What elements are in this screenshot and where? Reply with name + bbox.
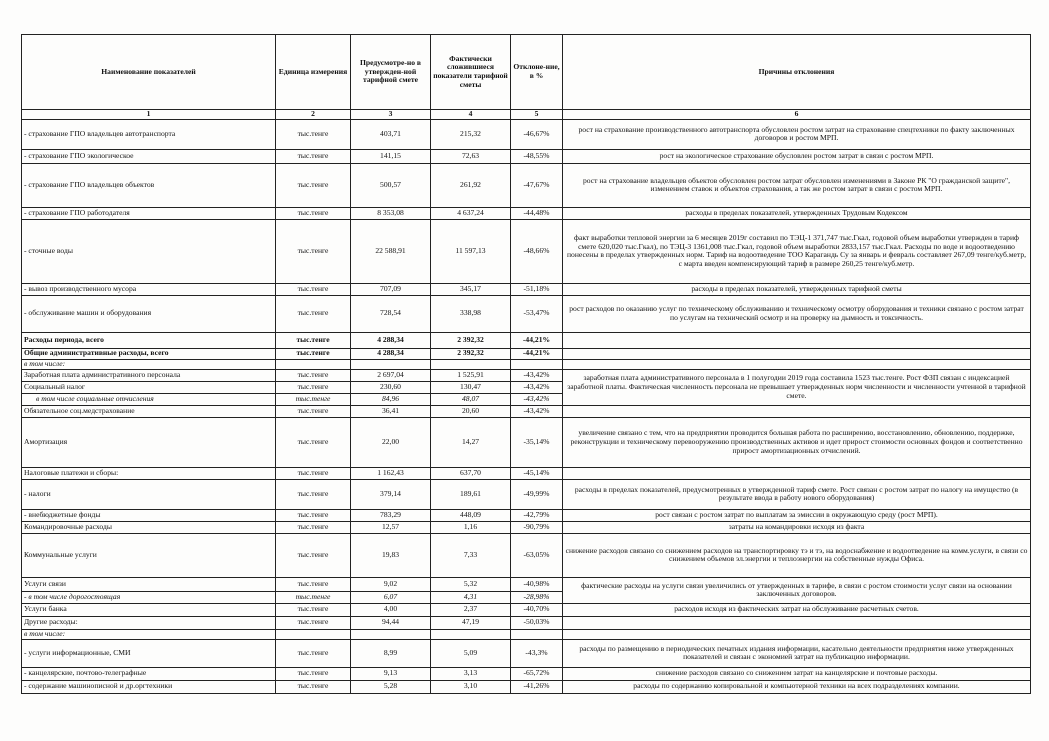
row-name: - услуги информационные, СМИ <box>22 639 276 667</box>
row-reason: рост связан с ростом затрат по выплатам за эмиссии в окружающую среду (рост МРП). <box>563 509 1031 521</box>
row-actual: 338,98 <box>431 295 511 332</box>
row-reason: рост на страхование производственного автотранспорта обусловлен ростом затрат на страхование спецтехники по факту заключенных договоров и ростом МРП. <box>563 119 1031 149</box>
table-row <box>22 639 1031 667</box>
row-reason: увеличение связано с тем, что на предприятии проводится большая работа по расширению, восстановлению, обновлению, поддержке, реконструкции и техническому перевооружению производственных активов и идет прирост стоимости основных фондов и соответственно прирост амортизационных отчислений. <box>563 417 1031 467</box>
row-deviation: -45,14% <box>511 467 563 479</box>
row-name: - страхование ГПО работодателя <box>22 207 276 219</box>
row-reason: рост на страхование владельцев объектов обусловлен ростом затрат обусловлен изменениями в Законе РК "О гражданской защите", изменением ставок и объектов страхования, а так же ростом затрат в связи с ростом МРП. <box>563 163 1031 207</box>
table-row <box>22 149 1031 163</box>
row-unit: тыс.тенге <box>276 283 351 295</box>
row-name: - вывоз производственного мусора <box>22 283 276 295</box>
row-reason <box>563 348 1031 359</box>
row-name: - страхование ГПО экологическое <box>22 149 276 163</box>
row-unit <box>276 359 351 369</box>
row-unit: тыс.тенге <box>276 348 351 359</box>
row-reason: расходы в пределах показателей, утвержденных Трудовым Кодексом <box>563 207 1031 219</box>
row-name: Услуги банка <box>22 603 276 616</box>
row-deviation: -90,79% <box>511 521 563 533</box>
col-number: 2 <box>276 110 351 120</box>
row-name: - страхование ГПО владельцев объектов <box>22 163 276 207</box>
row-deviation <box>511 359 563 369</box>
table-row <box>22 680 1031 693</box>
row-unit: тыс.тенге <box>276 639 351 667</box>
row-actual: 14,27 <box>431 417 511 467</box>
header-planned: Предусмотре-но в утвержден-ной тарифной смете <box>351 35 431 110</box>
row-actual <box>431 359 511 369</box>
row-planned: 19,83 <box>351 533 431 577</box>
row-planned: 5,28 <box>351 680 431 693</box>
row-name: - канцелярские, почтово-телеграфные <box>22 667 276 680</box>
row-planned: 728,54 <box>351 295 431 332</box>
row-actual: 261,92 <box>431 163 511 207</box>
table-row <box>22 348 1031 359</box>
row-planned: 4,00 <box>351 603 431 616</box>
row-name: Другие расходы: <box>22 616 276 629</box>
row-actual: 1 525,91 <box>431 369 511 381</box>
row-actual: 448,09 <box>431 509 511 521</box>
row-actual: 7,33 <box>431 533 511 577</box>
row-actual: 20,60 <box>431 405 511 417</box>
row-name: Расходы периода, всего <box>22 332 276 348</box>
row-planned: 403,71 <box>351 119 431 149</box>
row-planned: 500,57 <box>351 163 431 207</box>
row-name: Налоговые платежи и сборы: <box>22 467 276 479</box>
row-unit: тыс.тенге <box>276 295 351 332</box>
row-actual: 189,61 <box>431 479 511 509</box>
row-name: в том числе социальные отчисления <box>22 393 276 405</box>
row-name: Услуги связи <box>22 577 276 591</box>
table-row <box>22 509 1031 521</box>
table-row <box>22 629 1031 639</box>
row-name: - налоги <box>22 479 276 509</box>
row-deviation: -53,47% <box>511 295 563 332</box>
table-row <box>22 359 1031 369</box>
row-unit: тыс.тенге <box>276 219 351 283</box>
row-planned: 9,02 <box>351 577 431 591</box>
row-unit <box>276 629 351 639</box>
row-planned: 94,44 <box>351 616 431 629</box>
row-planned: 230,60 <box>351 381 431 393</box>
row-deviation: -40,70% <box>511 603 563 616</box>
row-planned: 22 588,91 <box>351 219 431 283</box>
row-deviation: -28,98% <box>511 591 563 603</box>
row-unit: тыс.тенге <box>276 680 351 693</box>
table-row <box>22 405 1031 417</box>
row-unit: тыс.тенге <box>276 591 351 603</box>
row-deviation: -41,26% <box>511 680 563 693</box>
row-deviation: -44,21% <box>511 348 563 359</box>
row-actual: 4 637,24 <box>431 207 511 219</box>
row-deviation: -47,67% <box>511 163 563 207</box>
row-planned: 6,07 <box>351 591 431 603</box>
row-planned: 1 162,43 <box>351 467 431 479</box>
row-actual: 2 392,32 <box>431 332 511 348</box>
row-planned: 379,14 <box>351 479 431 509</box>
row-unit: тыс.тенге <box>276 533 351 577</box>
row-actual: 5,32 <box>431 577 511 591</box>
row-deviation: -44,48% <box>511 207 563 219</box>
row-deviation: -43,42% <box>511 393 563 405</box>
row-planned: 783,29 <box>351 509 431 521</box>
table-row <box>22 283 1031 295</box>
row-planned: 707,09 <box>351 283 431 295</box>
row-planned: 4 288,34 <box>351 332 431 348</box>
row-name: в том числе: <box>22 359 276 369</box>
row-name: - страхование ГПО владельцев автотранспорта <box>22 119 276 149</box>
table-row <box>22 533 1031 577</box>
row-reason: расходы в пределах показателей, утвержденных тарифной сметы <box>563 283 1031 295</box>
row-name: Социальный налог <box>22 381 276 393</box>
col-number: 6 <box>563 110 1031 120</box>
row-reason <box>563 332 1031 348</box>
row-unit: тыс.тенге <box>276 479 351 509</box>
header-row <box>22 35 1031 110</box>
row-name: - содержание машинописной и др.оргтехники <box>22 680 276 693</box>
row-reason <box>563 467 1031 479</box>
row-deviation: -35,14% <box>511 417 563 467</box>
row-deviation: -48,55% <box>511 149 563 163</box>
header-name: Наименование показателей <box>22 35 276 110</box>
header-deviation: Отклоне-ние, в % <box>511 35 563 110</box>
row-unit: тыс.тенге <box>276 332 351 348</box>
row-reason: факт выработки тепловой энергии за 6 месяцев 2019г составил по ТЭЦ-1 371,747 тыс.Гкал, годовой объем выработки утвержден в тариф смете 620,020 тыс.Гкал), по ТЭЦ-3 1361,008 тыс.Гкал, годовой объем выработки 2833,157 тыс.Гкал. Расходы по воде и водоотведению понесены в пределах утвержденных норм. Тариф на водоотведение ТОО Карагандь Су за январь и февраль составляет 267,09 тенге/куб.метр, с марта введен компенсирующий тариф в размере 260,25 тенге/куб.метр. <box>563 219 1031 283</box>
row-unit: тыс.тенге <box>276 417 351 467</box>
row-deviation: -65,72% <box>511 667 563 680</box>
row-unit: тыс.тенге <box>276 381 351 393</box>
row-unit: тыс.тенге <box>276 393 351 405</box>
row-planned: 4 288,34 <box>351 348 431 359</box>
row-reason: снижение расходов связано со снижением расходов на транспортировку тэ и тэ, на водоснабжение и водоотведение на комм.услуги, в связи со снижением объемов эл.энергии и теплоэнергии на собственные нужды Офиса. <box>563 533 1031 577</box>
row-name: в том числе: <box>22 629 276 639</box>
table-row <box>22 332 1031 348</box>
row-planned <box>351 629 431 639</box>
row-deviation: -43,42% <box>511 369 563 381</box>
row-reason: расходы по размещению в периодических печатных издания информации, касательно деятельности предприятия ниже утвержденных показателей и связан с экономией затрат на публикацию информации. <box>563 639 1031 667</box>
row-actual: 2 392,32 <box>431 348 511 359</box>
row-unit: тыс.тенге <box>276 149 351 163</box>
row-unit: тыс.тенге <box>276 521 351 533</box>
row-name: - в том числе дорогостоящая <box>22 591 276 603</box>
row-planned: 9,13 <box>351 667 431 680</box>
row-planned: 22,00 <box>351 417 431 467</box>
row-planned: 36,41 <box>351 405 431 417</box>
table-row <box>22 577 1031 591</box>
col-number: 1 <box>22 110 276 120</box>
row-reason: снижение расходов связано со снижением затрат на канцелярские и почтовые расходы. <box>563 667 1031 680</box>
table-row <box>22 603 1031 616</box>
row-reason <box>563 359 1031 369</box>
table-row <box>22 369 1031 381</box>
row-name: Коммунальные услуги <box>22 533 276 577</box>
row-name: - обслуживание машин и оборудования <box>22 295 276 332</box>
row-unit: тыс.тенге <box>276 163 351 207</box>
row-actual: 11 597,13 <box>431 219 511 283</box>
row-planned: 8 353,08 <box>351 207 431 219</box>
row-deviation: -40,98% <box>511 577 563 591</box>
row-actual: 637,70 <box>431 467 511 479</box>
row-deviation: -42,79% <box>511 509 563 521</box>
row-unit: тыс.тенге <box>276 577 351 591</box>
row-planned: 12,57 <box>351 521 431 533</box>
row-actual: 3,13 <box>431 667 511 680</box>
row-deviation: -48,66% <box>511 219 563 283</box>
row-deviation: -46,67% <box>511 119 563 149</box>
row-deviation: -50,03% <box>511 616 563 629</box>
row-actual: 3,10 <box>431 680 511 693</box>
row-reason <box>563 629 1031 639</box>
row-name: Общие административные расходы, всего <box>22 348 276 359</box>
row-deviation: -43,42% <box>511 405 563 417</box>
row-deviation: -63,05% <box>511 533 563 577</box>
row-planned: 8,99 <box>351 639 431 667</box>
row-reason: затраты на командировки исходя из факта <box>563 521 1031 533</box>
row-actual: 130,47 <box>431 381 511 393</box>
row-unit: тыс.тенге <box>276 616 351 629</box>
row-reason <box>563 616 1031 629</box>
row-planned: 2 697,04 <box>351 369 431 381</box>
row-actual: 47,19 <box>431 616 511 629</box>
table-row <box>22 417 1031 467</box>
row-actual: 4,31 <box>431 591 511 603</box>
row-reason: рост расходов по оказанию услуг по техническому обслуживанию и техническому осмотру оборудования и техники связано с ростом затрат по услугам на технический осмотр и на проверку на дымность и токсичность. <box>563 295 1031 332</box>
row-unit: тыс.тенге <box>276 509 351 521</box>
row-reason: фактические расходы на услуги связи увеличились от утвержденных в тарифе, в связи с ростом стоимости услуг связи на основании заключенных договоров. <box>563 577 1031 603</box>
row-actual: 345,17 <box>431 283 511 295</box>
row-unit: тыс.тенге <box>276 369 351 381</box>
row-deviation: -51,18% <box>511 283 563 295</box>
table-row <box>22 667 1031 680</box>
row-planned <box>351 359 431 369</box>
row-actual <box>431 629 511 639</box>
row-deviation: -43,3% <box>511 639 563 667</box>
row-name: - внебюджетные фонды <box>22 509 276 521</box>
header-reason: Причины отклонения <box>563 35 1031 110</box>
row-planned: 141,15 <box>351 149 431 163</box>
row-deviation: -43,42% <box>511 381 563 393</box>
row-actual: 1,16 <box>431 521 511 533</box>
row-reason: расходы в пределах показателей, предусмотренных в утвержденной тариф смете. Рост связан с ростом затрат по налогу на имущество (в результате ввода в работу нового оборудования) <box>563 479 1031 509</box>
row-reason: расходы по содержанию копировальной и компьютерной техники на всех подразделениях компании. <box>563 680 1031 693</box>
row-deviation: -49,99% <box>511 479 563 509</box>
table-row <box>22 119 1031 149</box>
row-actual: 5,09 <box>431 639 511 667</box>
column-number-row <box>22 110 1031 120</box>
col-number: 3 <box>351 110 431 120</box>
row-unit: тыс.тенге <box>276 603 351 616</box>
table-row <box>22 163 1031 207</box>
row-unit: тыс.тенге <box>276 207 351 219</box>
row-actual: 48,07 <box>431 393 511 405</box>
row-deviation: -44,21% <box>511 332 563 348</box>
row-actual: 72,63 <box>431 149 511 163</box>
table-row <box>22 616 1031 629</box>
row-unit: тыс.тенге <box>276 119 351 149</box>
row-reason: заработная плата административного персонала в 1 полугодии 2019 года составила 1523 тыс.тенге. Рост ФЗП связан с индексацией заработной платы. Фактическая численность персонала не превышает утвержденных норм численности и численности учтенной в тарифной смете. <box>563 369 1031 405</box>
row-name: - сточные воды <box>22 219 276 283</box>
row-reason: рост на экологическое страхование обусловлен ростом затрат в связи с ростом МРП. <box>563 149 1031 163</box>
row-reason: расходов исходя из фактических затрат на обслуживание расчетных счетов. <box>563 603 1031 616</box>
row-actual: 2,37 <box>431 603 511 616</box>
row-reason <box>563 405 1031 417</box>
row-planned: 84,96 <box>351 393 431 405</box>
table-row <box>22 219 1031 283</box>
header-unit: Единица измерения <box>276 35 351 110</box>
col-number: 5 <box>511 110 563 120</box>
row-name: Заработная плата административного персонала <box>22 369 276 381</box>
row-unit: тыс.тенге <box>276 405 351 417</box>
row-unit: тыс.тенге <box>276 667 351 680</box>
row-actual: 215,32 <box>431 119 511 149</box>
row-name: Обязательное соц.медстрахование <box>22 405 276 417</box>
row-deviation <box>511 629 563 639</box>
table-row <box>22 295 1031 332</box>
table-row <box>22 521 1031 533</box>
row-name: Амортизация <box>22 417 276 467</box>
row-name: Командировочные расходы <box>22 521 276 533</box>
table-row <box>22 479 1031 509</box>
cost-deviation-table <box>21 34 1031 694</box>
row-unit: тыс.тенге <box>276 467 351 479</box>
header-actual: Фактически сложившиеся показатели тарифной сметы <box>431 35 511 110</box>
table-row <box>22 467 1031 479</box>
table-row <box>22 207 1031 219</box>
col-number: 4 <box>431 110 511 120</box>
